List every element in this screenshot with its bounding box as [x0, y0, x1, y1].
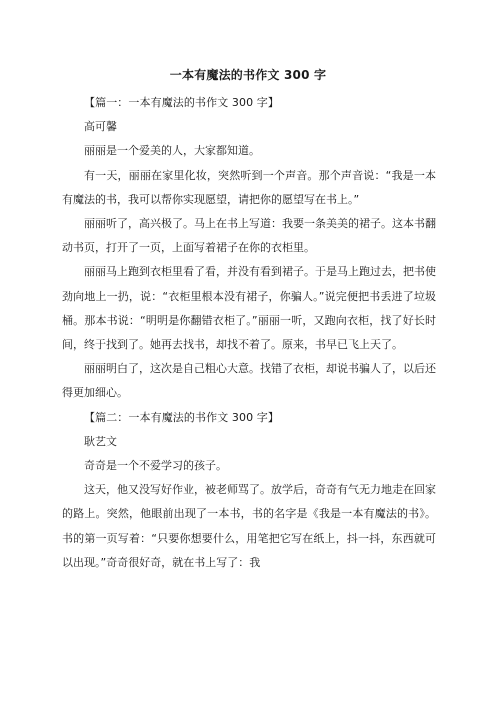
paragraph: 丽丽听了，高兴极了。马上在书上写道：我要一条美美的裙子。这本书翻动书页，打开了一页，上面写着裙子在你的衣柜里。 [62, 217, 436, 255]
paragraph: 丽丽马上跑到衣柜里看了看，并没有看到裙子。于是马上跑过去，把书使劲向地上一扔，说：“衣柜里根本没有裙子，你骗人。”说完便把书丢进了垃圾桶。那本书说：“明明是你翻错衣柜了。”丽丽一听，又跑向衣柜，找了好长时间，终于找到了。她再去找书，却找不着了。原来，书早已飞上天了。 [62, 265, 436, 352]
section-heading-2: 【篇二：一本有魔法的书作文 300 字】 [84, 410, 279, 424]
author-name-2: 耿艺文 [84, 434, 117, 448]
paragraph: 丽丽明白了，这次是自己粗心大意。找错了衣柜，却说书骗人了，以后还得更加细心。 [62, 362, 436, 400]
section-heading-1: 【篇一：一本有魔法的书作文 300 字】 [84, 96, 279, 109]
document-title: 一本有魔法的书作文 300 字 [169, 68, 327, 82]
paragraph: 有一天，丽丽在家里化妆，突然听到一个声音。那个声音说：“我是一本有魔法的书，我可以帮你实现愿望，请把你的愿望写在书上。” [62, 168, 436, 206]
paragraph: 奇奇是一个不爱学习的孩子。 [84, 459, 227, 473]
document-body [62, 91, 436, 575]
paragraph: 这天，他又没写好作业，被老师骂了。放学后，奇奇有气无力地走在回家的路上。突然，他眼前出现了一本书，书的名字是《我是一本有魔法的书》。书的第一页写着：“只要你想要什么，用笔把它写在纸上，抖一抖，东西就可以出现。”奇奇很好奇，就在书上写了：我 [62, 483, 436, 569]
author-name-1: 高可馨 [84, 120, 117, 134]
paragraph: 丽丽是一个爱美的人，大家都知道。 [84, 144, 260, 158]
